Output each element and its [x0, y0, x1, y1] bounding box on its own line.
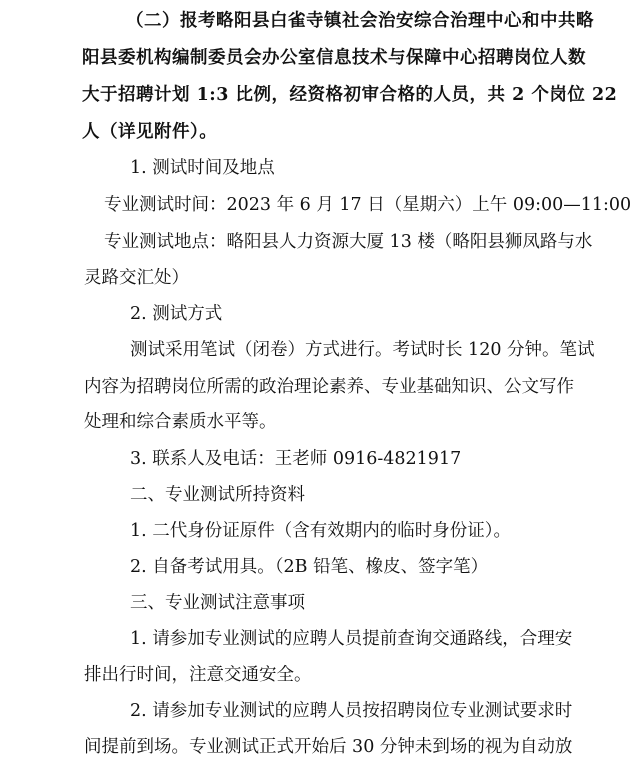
item2-title: 2. 测试方式: [130, 304, 223, 324]
part3-heading: 三、专业测试注意事项: [130, 593, 305, 613]
method-line1: 测试采用笔试（闭卷）方式进行。考试时长 120 分钟。笔试: [130, 340, 595, 360]
material-item: 2. 自备考试用具。（2B 铅笔、橡皮、签字笔）: [130, 557, 489, 577]
section2-heading-line4: 人（详见附件）。: [82, 122, 218, 142]
notice2-line1: 2. 请参加专业测试的应聘人员按招聘岗位专业测试要求时: [130, 701, 573, 721]
notice2-line2: 间提前到场。专业测试正式开始后 30 分钟未到场的视为自动放: [84, 737, 573, 757]
section2-heading-line2: 阳县委机构编制委员会办公室信息技术与保障中心招聘岗位人数: [82, 48, 586, 68]
item1-title: 1. 测试时间及地点: [130, 158, 275, 178]
method-line3: 处理和综合素质水平等。: [84, 412, 277, 432]
test-place-line2: 灵路交汇处）: [84, 268, 189, 288]
material-item: 1. 二代身份证原件（含有效期内的临时身份证）。: [130, 521, 512, 541]
method-line2: 内容为招聘岗位所需的政治理论素养、专业基础知识、公文写作: [84, 377, 574, 397]
notice1-line2: 排出行时间，注意交通安全。: [84, 665, 312, 685]
item3-contact: 3. 联系人及电话：王老师 0916-4821917: [130, 449, 462, 469]
test-time: 专业测试时间：2023 年 6 月 17 日（星期六）上午 09:00—11:00: [104, 195, 631, 215]
section2-heading-line1: （二）报考略阳县白雀寺镇社会治安综合治理中心和中共略: [126, 11, 594, 31]
part2-heading: 二、专业测试所持资料: [130, 485, 305, 505]
test-place-line1: 专业测试地点：略阳县人力资源大厦 13 楼（略阳县狮凤路与水: [104, 232, 593, 252]
section2-heading-line3: 大于招聘计划 1:3 比例，经资格初审合格的人员，共 2 个岗位 22: [82, 85, 618, 105]
notice1-line1: 1. 请参加专业测试的应聘人员提前查询交通路线，合理安: [130, 629, 573, 649]
